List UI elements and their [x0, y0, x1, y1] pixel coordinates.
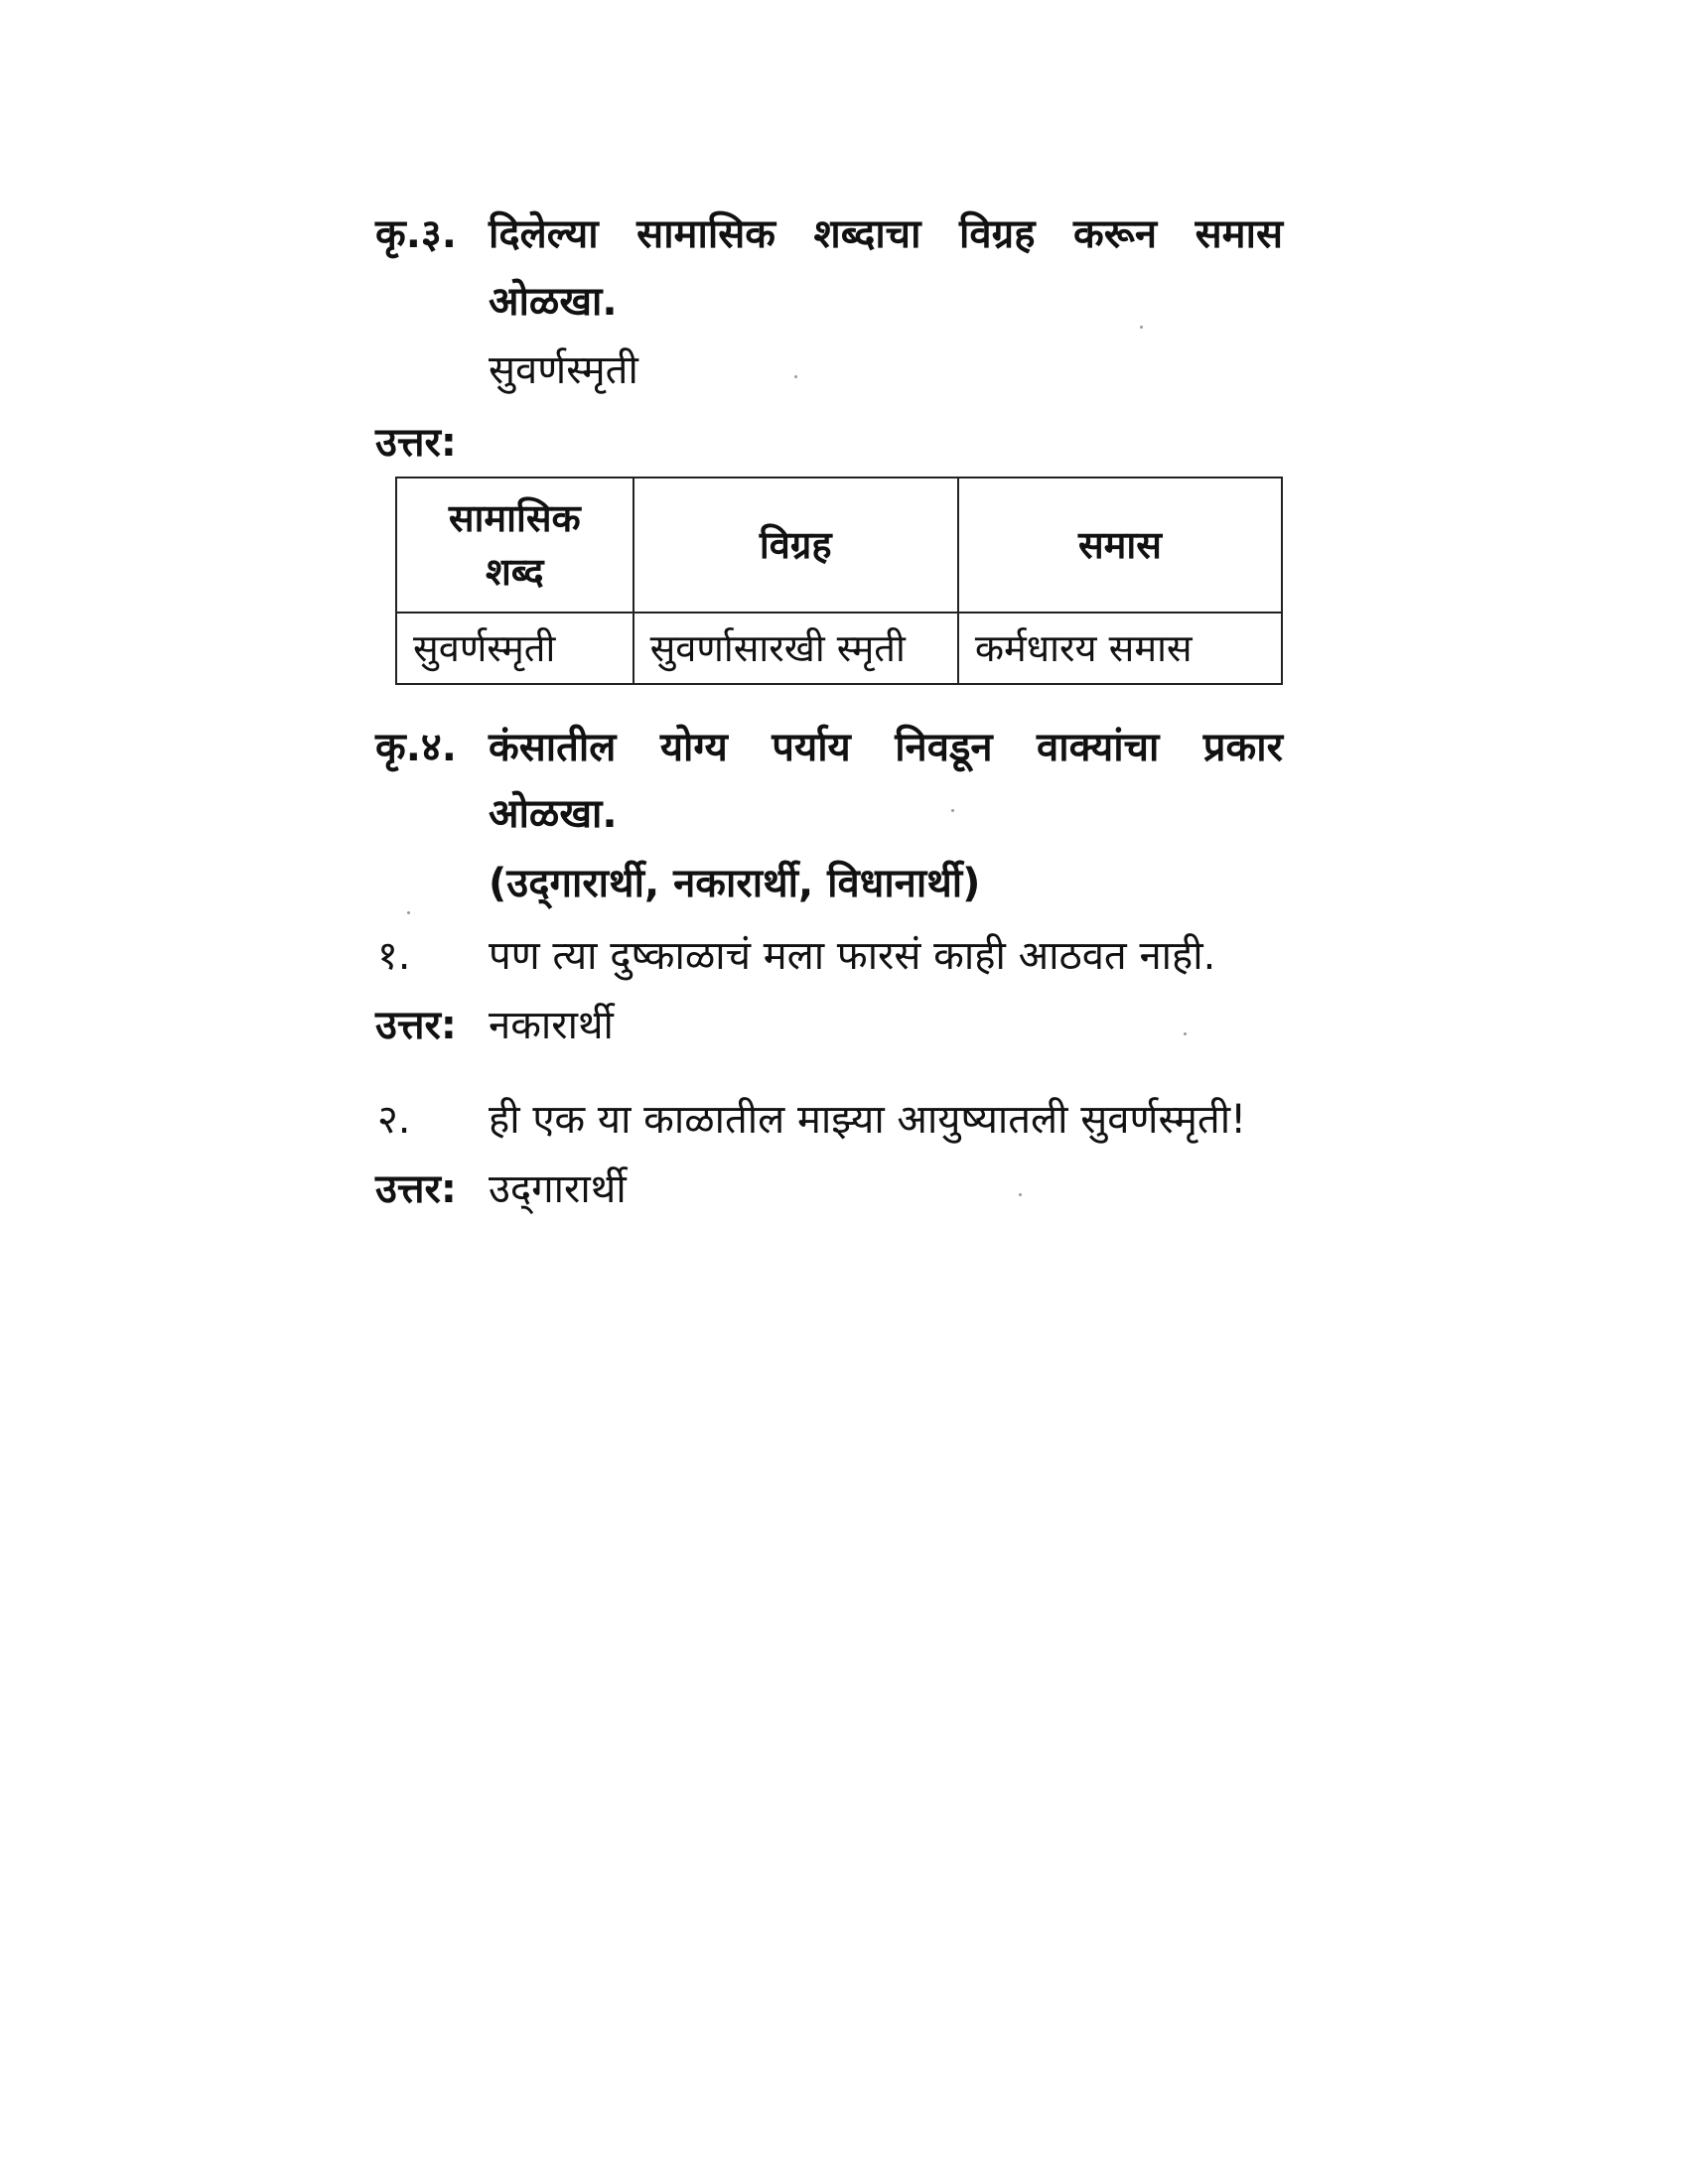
q4-item-answer-label: उत्तर:: [375, 1003, 457, 1048]
q4-question-line2: ओळखा.: [489, 791, 618, 837]
q3-question-line1: दिलेल्या सामासिक शब्दाचा विग्रह करून समास: [489, 211, 1283, 257]
q4-item-number: २.: [377, 1097, 411, 1143]
q4-number: कृ.४.: [375, 725, 457, 770]
table-cell: सुवर्णासारखी स्मृती: [633, 613, 958, 684]
q3-question-line2: ओळखा.: [489, 279, 618, 325]
scan-speck: [1140, 326, 1143, 329]
table-header-row: [396, 478, 1282, 613]
q4-item-answer: नकारार्थी: [489, 1003, 614, 1048]
scan-speck: [407, 911, 410, 914]
q4-item-sentence: पण त्या दुष्काळाचं मला फारसं काही आठवत नाही.: [489, 933, 1216, 979]
table-cell: सुवर्णस्मृती: [396, 613, 633, 684]
table-header-cell: विग्रह: [633, 478, 958, 613]
q4-options: (उद्‌गारार्थी, नकारार्थी, विधानार्थी): [489, 861, 981, 906]
scan-speck: [794, 375, 797, 378]
q4-item-sentence: ही एक या काळातील माझ्या आयुष्यातली सुवर्णस्मृती!: [489, 1097, 1247, 1143]
scan-speck: [951, 809, 954, 812]
scan-speck: [1184, 1032, 1187, 1035]
scan-speck: [1019, 1193, 1022, 1196]
q4-item-number: १.: [377, 933, 411, 979]
table-row: [396, 613, 1282, 684]
table-cell: कर्मधारय समास: [958, 613, 1282, 684]
q3-answer-label: उत्तर:: [375, 420, 457, 466]
q4-item-answer-label: उत्तर:: [375, 1166, 457, 1212]
q4-item-answer: उद्‌गारार्थी: [489, 1166, 627, 1212]
table-header-cell: समास: [958, 478, 1282, 613]
q3-word: सुवर्णस्मृती: [489, 347, 638, 393]
answer-table: [395, 477, 1283, 685]
q4-question-line1: कंसातील योग्य पर्याय निवडून वाक्यांचा प्रकार: [489, 725, 1283, 770]
table-header-cell: सामासिक शब्द: [396, 478, 633, 613]
q3-number: कृ.३.: [375, 211, 457, 257]
